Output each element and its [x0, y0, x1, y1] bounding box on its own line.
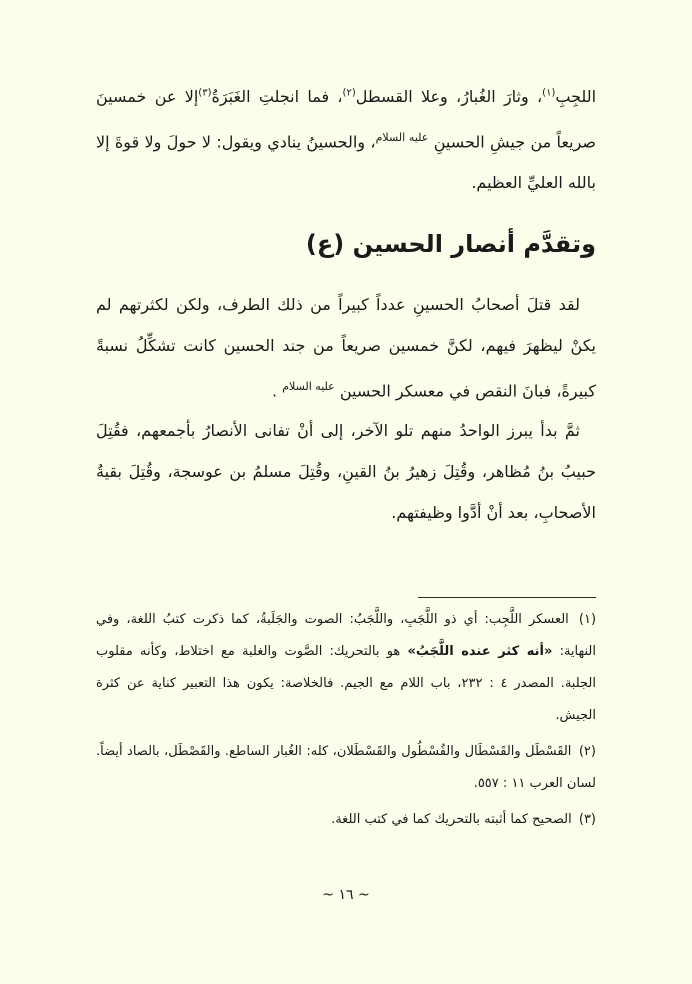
footnote-text: العسكر اللَّجِب: أي ذو اللَّجَبِ، واللَّجَبُ: الصوت والجَلَبةُ، كما ذكرت كتبُ اللغة، وفي النهاية: [96, 612, 596, 659]
footnote-ref-3[interactable]: (٣) [198, 87, 212, 99]
paragraph-1-text-e: ، والحسينُ ينادي ويقول: لا حولَ ولا قوةَ إلا بالله العليِّ العظيم. [96, 132, 596, 193]
footnote-3 [96, 804, 596, 836]
footnote-ref-1[interactable]: (١) [542, 87, 556, 99]
paragraph-1-text-d: إلا عن خمسينَ صريعاً من جيشِ الحسينِ [96, 87, 597, 152]
paragraph-1 [96, 76, 596, 203]
footnote-number: (٢) [578, 744, 596, 759]
footnote-1 [96, 604, 596, 732]
honorific-mark: عليه السلام [375, 131, 429, 144]
paragraph-1-text-b: ، وثارَ الغُبارُ، وعلا القسطل [355, 87, 543, 106]
paragraph-2 [96, 284, 596, 411]
page-number: ~ ١٦ ~ [322, 887, 370, 903]
paragraph-2-text: لقد قتلَ أصحابُ الحسينِ عدداً كبيراً من ذلك الطرف، ولكن لكثرتهم لم يكنْ ليظهرَ فيهم، لكنَّ خمسين صريعاً من جند الحسين كانت تشكِّلُ نسبةً كبيرةً، فبانَ النقص في معسكر الحسين [96, 295, 596, 401]
footnote-text: هو بالتحريك: الصَّوت والغلبة مع اختلاط، وكأنه مقلوب الجلبة. المصدر ٤ : ٢٣٢، باب اللام مع الجيم. فالخلاصة: يكون هذا التعبير كناية عن كثرة الجيش. [96, 644, 596, 723]
footnote-number: (٣) [578, 812, 596, 827]
section-heading: وتقدَّم أنصار الحسين (ع) [305, 230, 596, 258]
footnote-text: الصحيح كما أثبته بالتحريك كما في كتب اللغة. [331, 812, 572, 827]
honorific-mark: عليه السلام [282, 380, 335, 393]
paragraph-1-text-c: ، فما انجلتِ الغَبَرَةُ [211, 87, 343, 106]
footnote-divider [418, 597, 596, 598]
footnotes [96, 604, 596, 840]
footnote-quote: «أنه كثر عنده اللَّجَبُ» [407, 644, 553, 659]
footnote-number: (١) [578, 612, 597, 627]
paragraph-2-end: . [272, 381, 278, 401]
paragraph-3: ثمَّ بدأ يبرز الواحدُ منهم تلو الآخر، إلى أنْ تفانى الأنصارُ بأجمعهم، فقُتِلَ حبيبُ بنُ مُظاهر، وقُتِلَ زهيرُ بنُ القينِ، وقُتِلَ مسلمُ بن عوسجة، وقُتِلَ بقيةُ الأصحابِ، بعد أنْ أدَّوا وظيفتهم. [96, 421, 596, 522]
footnote-text: القَسْطَل والقَسْطَال والقُسْطُول والقَسْطَلان، كله: الغُبار الساطع. والقَصْطَل، بالصاد أيضاً. لسان العرب ١١ : ٥٥٧. [96, 744, 596, 791]
footnote-ref-2[interactable]: (٢) [342, 87, 356, 99]
footnote-2 [96, 736, 596, 800]
paragraph-1-text-a: اللجِبِ [555, 87, 597, 106]
